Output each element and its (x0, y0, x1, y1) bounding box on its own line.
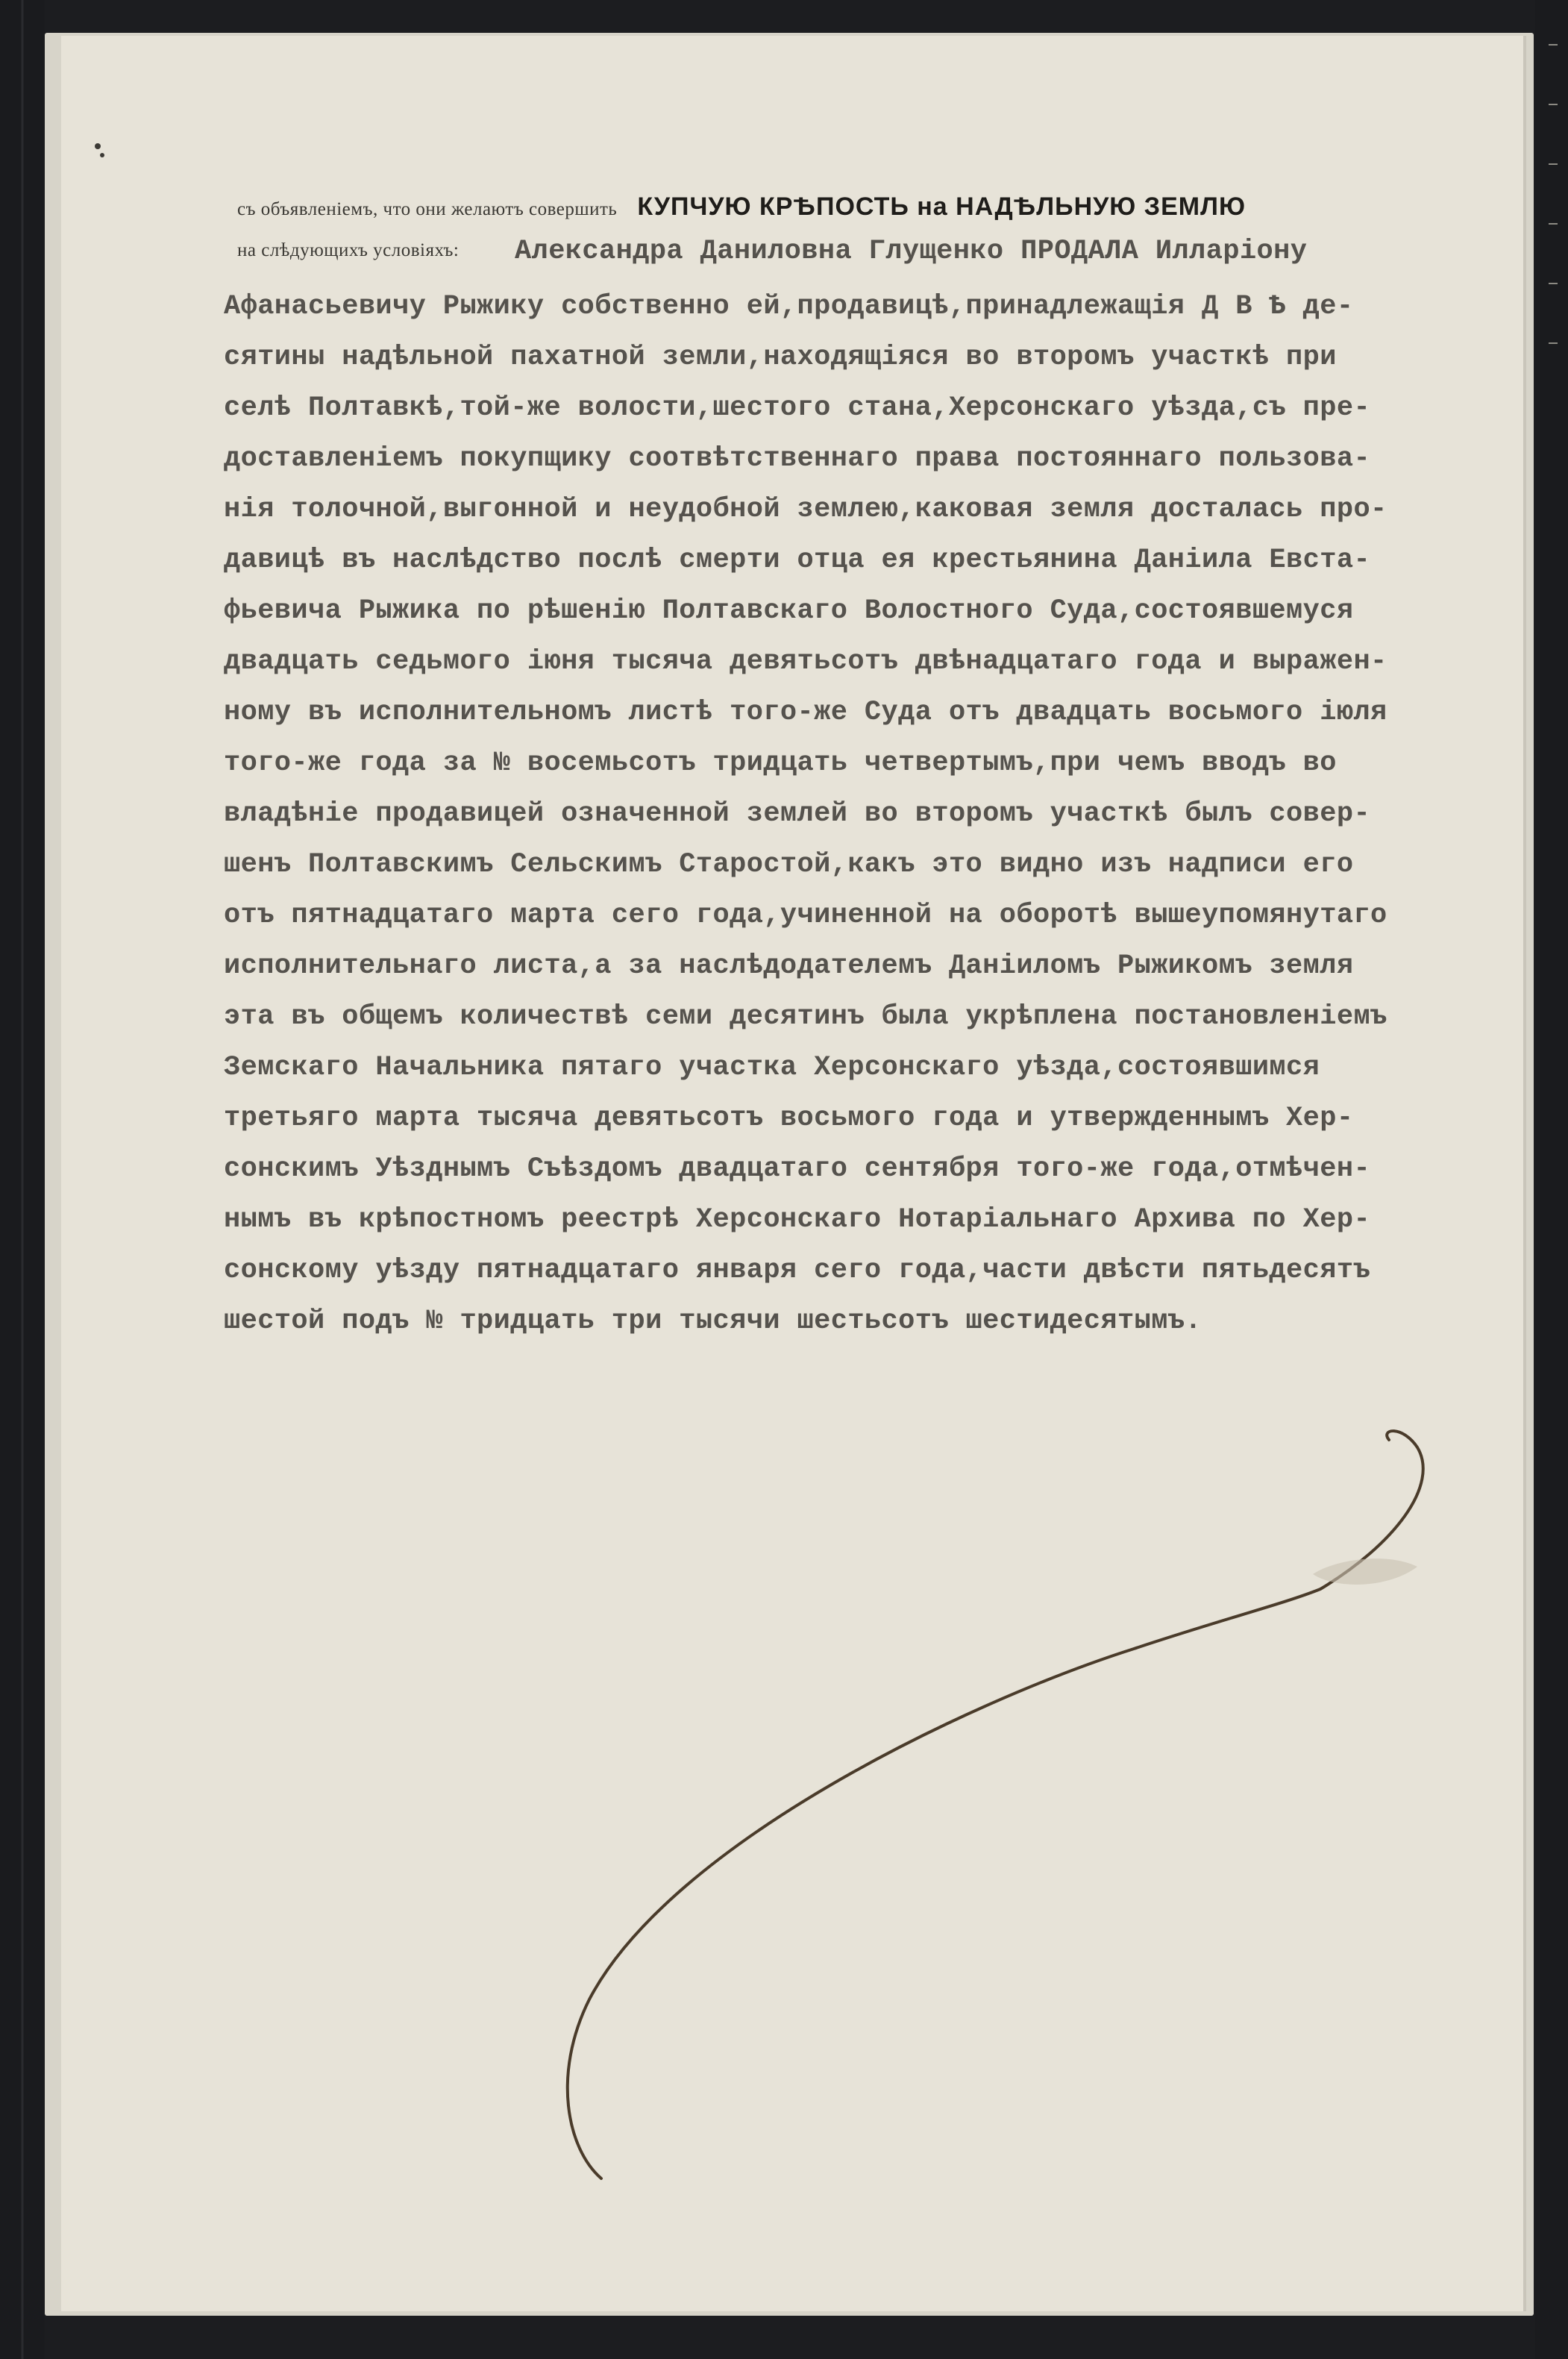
typed-line-8: двадцать седьмого іюня тысяча девятьсотъ двѣнадцатаго года и выражен- (224, 646, 1387, 677)
typed-line-7: фьевича Рыжика по рѣшенію Полтавскаго Волостного Суда,состоявшемуся (224, 595, 1354, 627)
typed-line-3: селѣ Полтавкѣ,той-же волости,шестого стана,Херсонскаго уѣзда,съ пре- (224, 392, 1371, 424)
typed-line-10: того-же года за № восемьсотъ тридцать четвертымъ,при чемъ вводъ во (224, 748, 1337, 779)
deed-type-heading: КУПЧУЮ КРѢПОСТЬ на НАДѢЛЬНУЮ ЗЕМЛЮ (637, 192, 1246, 221)
typed-line-6: давицѣ въ наслѣдство послѣ смерти отца ея крестьянина Даніила Евста- (224, 545, 1371, 576)
typed-line-0: Александра Даниловна Глущенко ПРОДАЛА Илларіону (515, 236, 1308, 267)
typed-line-13: отъ пятнадцатаго марта сего года,учиненной на оборотѣ вышеупомянутаго (224, 900, 1387, 931)
printed-intro-text: съ объявленіемъ, что они желаютъ совершить (237, 199, 618, 219)
typed-line-14: исполнительнаго листа,а за наслѣдодателемъ Даніиломъ Рыжикомъ земля (224, 950, 1354, 982)
printed-conditions-label: на слѣдующихъ условіяхъ: (237, 240, 460, 260)
typed-line-4: доставленіемъ покупщику соотвѣтственнаго права постояннаго пользова- (224, 443, 1371, 474)
typed-line-16: Земскаго Начальника пятаго участка Херсонскаго уѣзда,состоявшимся (224, 1052, 1320, 1083)
typed-line-21: шестой подъ № тридцать три тысячи шестьсотъ шестидесятымъ. (224, 1306, 1202, 1337)
typed-line-20: сонскому уѣзду пятнадцатаго января сего года,части двѣсти пятьдесятъ (224, 1255, 1371, 1286)
left-edge-ruler (0, 0, 45, 2359)
printed-intro-line-2 (237, 240, 459, 261)
typed-line-15: эта въ общемъ количествѣ семи десятинъ была укрѣплена постановленіемъ (224, 1001, 1387, 1033)
typed-line-5: нія толочной,выгонной и неудобной землею,каковая земля досталась про- (224, 494, 1387, 525)
typed-line-19: нымъ въ крѣпостномъ реестрѣ Херсонскаго Нотаріальнаго Архива по Хер- (224, 1204, 1371, 1235)
typed-line-2: сятины надѣльной пахатной земли,находящіяся во второмъ участкѣ при (224, 342, 1337, 373)
printed-intro-line-1 (237, 192, 1246, 222)
typed-line-17: третьяго марта тысяча девятьсотъ восьмого года и утвержденнымъ Хер- (224, 1103, 1354, 1134)
right-edge-ruler (1535, 0, 1568, 2359)
typed-line-18: сонскимъ Уѣзднымъ Съѣздомъ двадцатаго сентября того-же года,отмѣчен- (224, 1153, 1371, 1185)
typed-line-12: шенъ Полтавскимъ Сельскимъ Старостой,какъ это видно изъ надписи его (224, 849, 1354, 880)
typed-line-9: ному въ исполнительномъ листѣ того-же Суда отъ двадцать восьмого іюля (224, 697, 1387, 728)
typed-line-1: Афанасьевичу Рыжику собственно ей,продавицѣ,принадлежащія Д В Ѣ де- (224, 291, 1354, 322)
typed-line-11: владѣніе продавицей означенной землей во второмъ участкѣ былъ совер- (224, 798, 1371, 830)
